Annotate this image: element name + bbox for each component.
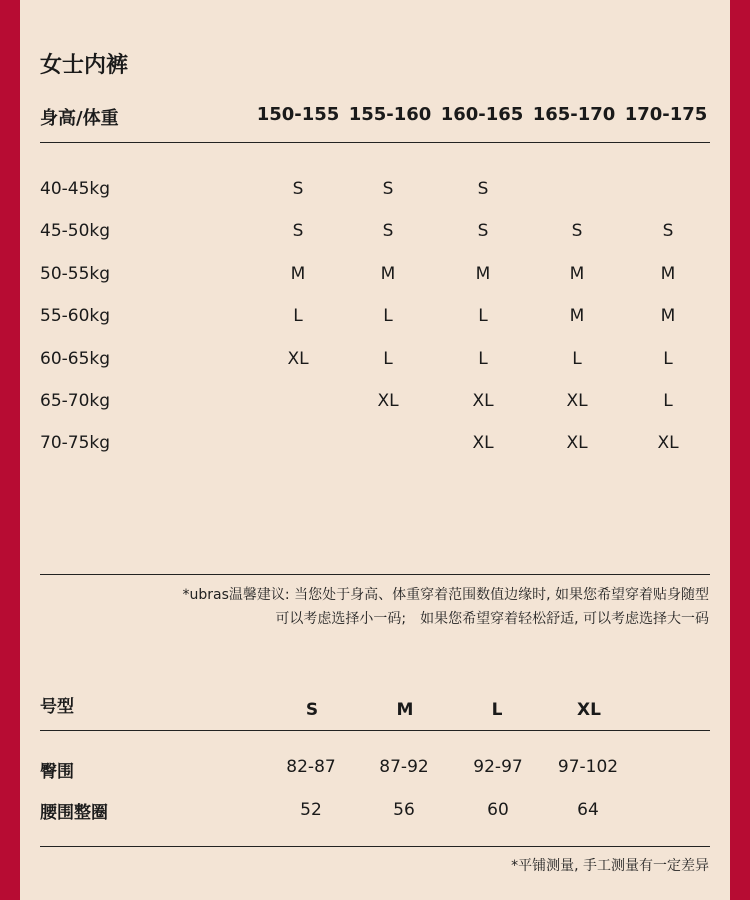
- table1-col-header: 170-175: [624, 104, 708, 125]
- size-cell: L: [478, 349, 488, 369]
- table1-col-header: 165-170: [532, 104, 616, 125]
- size-cell: S: [477, 179, 489, 199]
- size-cell: L: [383, 306, 393, 326]
- measure-cell: 87-92: [379, 757, 429, 777]
- size-cell: M: [660, 306, 676, 326]
- measure-cell: 92-97: [473, 757, 523, 777]
- size-cell: XL: [657, 433, 679, 453]
- footnote-divider: [40, 846, 710, 847]
- table2-col-header: S: [305, 700, 319, 720]
- size-cell: S: [571, 221, 583, 241]
- row-label: 50-55kg: [40, 264, 111, 284]
- size-cell: M: [569, 306, 585, 326]
- size-cell: XL: [566, 391, 588, 411]
- table2-col-header: XL: [577, 700, 601, 720]
- size-cell: M: [569, 264, 585, 284]
- row-label: 40-45kg: [40, 179, 111, 199]
- size-cell: XL: [377, 391, 399, 411]
- row-label: 60-65kg: [40, 349, 111, 369]
- size-cell: S: [662, 221, 674, 241]
- size-cell: XL: [287, 349, 309, 369]
- sizing-tip-line2: 可以考虑选择小一码; 如果您希望穿着轻松舒适, 可以考虑选择大一码: [275, 611, 709, 627]
- size-cell: M: [290, 264, 306, 284]
- table2-col-header: L: [491, 700, 503, 720]
- measure-cell: 60: [487, 800, 509, 820]
- row-label: 70-75kg: [40, 433, 111, 453]
- size-cell: M: [475, 264, 491, 284]
- row-label: 55-60kg: [40, 306, 111, 326]
- size-cell: S: [292, 221, 304, 241]
- measure-cell: 97-102: [557, 757, 619, 777]
- table2-header-divider: [40, 730, 710, 731]
- size-cell: S: [477, 221, 489, 241]
- row-label: 45-50kg: [40, 221, 111, 241]
- row-label: 65-70kg: [40, 391, 111, 411]
- size-cell: XL: [566, 433, 588, 453]
- size-cell: XL: [472, 391, 494, 411]
- table1-corner-header: 身高/体重: [40, 108, 119, 129]
- table1-header-divider: [40, 142, 710, 143]
- size-cell: L: [478, 306, 488, 326]
- note-divider: [40, 574, 710, 575]
- size-cell: XL: [472, 433, 494, 453]
- size-chart-panel: [20, 0, 730, 900]
- size-cell: L: [663, 349, 673, 369]
- row-label: 臀围: [40, 762, 74, 782]
- page-title: 女士内裤: [40, 53, 129, 78]
- size-cell: S: [382, 221, 394, 241]
- size-cell: S: [382, 179, 394, 199]
- size-cell: M: [380, 264, 396, 284]
- measure-cell: 64: [577, 800, 599, 820]
- table2-corner-header: 号型: [40, 697, 74, 717]
- measure-cell: 52: [300, 800, 322, 820]
- footnote: *平铺测量, 手工测量有一定差异: [511, 858, 709, 874]
- table1-col-header: 150-155: [256, 104, 340, 125]
- table2-col-header: M: [396, 700, 414, 720]
- size-cell: L: [572, 349, 582, 369]
- size-cell: L: [293, 306, 303, 326]
- sizing-tip-line1: *ubras温馨建议: 当您处于身高、体重穿着范围数值边缘时, 如果您希望穿着贴身随型: [182, 587, 709, 603]
- measure-cell: 82-87: [286, 757, 336, 777]
- size-cell: S: [292, 179, 304, 199]
- table1-col-header: 155-160: [348, 104, 432, 125]
- size-cell: M: [660, 264, 676, 284]
- size-cell: L: [663, 391, 673, 411]
- size-cell: L: [383, 349, 393, 369]
- measure-cell: 56: [393, 800, 415, 820]
- row-label: 腰围整圈: [40, 803, 108, 823]
- table1-col-header: 160-165: [440, 104, 524, 125]
